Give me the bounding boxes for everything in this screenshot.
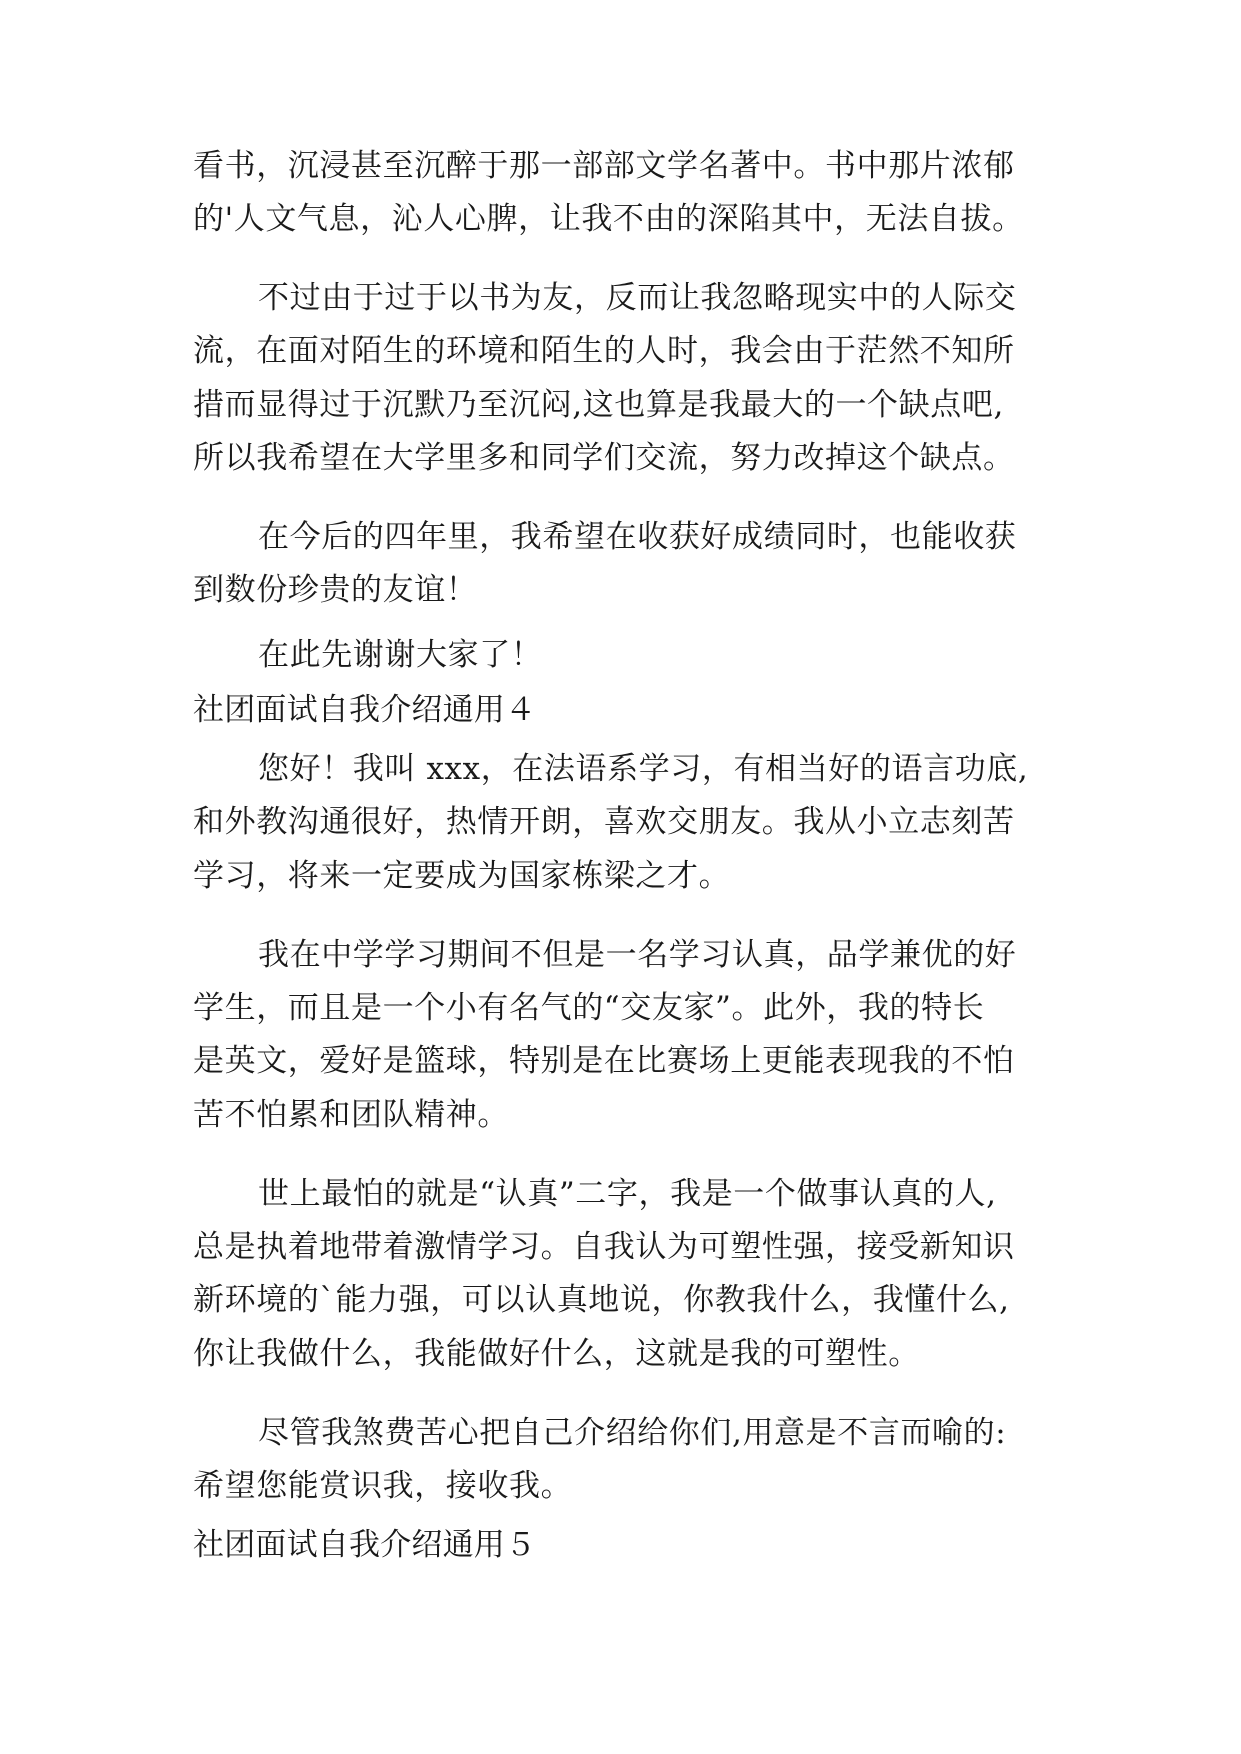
paragraph-first-line: 您好！我叫 xxx，在法语系学习，有相当好的语言功底,	[258, 751, 1029, 787]
text-line: 新环境的`能力强，可以认真地说，你教我什么，我懂什么,	[193, 1282, 1010, 1318]
paragraph-first-line: 在今后的四年里，我希望在收获好成绩同时，也能收获	[258, 519, 1017, 555]
text-line: 措而显得过于沉默乃至沉闷,这也算是我最大的一个缺点吧,	[193, 387, 1004, 423]
text-line: 希望您能赏识我，接收我。	[193, 1468, 573, 1504]
text-line: 总是执着地带着激情学习。自我认为可塑性强，接受新知识	[193, 1229, 1015, 1265]
text-line: 是英文，爱好是篮球，特别是在比赛场上更能表现我的不怕	[193, 1043, 1015, 1079]
text-line: 苦不怕累和团队精神。	[193, 1097, 509, 1133]
text-line: 和外教沟通很好，热情开朗，喜欢交朋友。我从小立志刻苦	[193, 804, 1015, 840]
paragraph-first-line: 我在中学学习期间不但是一名学习认真，品学兼优的好	[258, 937, 1017, 973]
text-line: 所以我希望在大学里多和同学们交流，努力改掉这个缺点。	[193, 440, 1015, 476]
paragraph-first-line: 尽管我煞费苦心把自己介绍给你们,用意是不言而喻的:	[258, 1415, 1007, 1451]
paragraph-first-line: 不过由于过于以书为友，反而让我忽略现实中的人际交	[258, 280, 1017, 316]
text-line: 流，在面对陌生的环境和陌生的人时，我会由于茫然不知所	[193, 333, 1015, 369]
section-heading: 社团面试自我介绍通用５	[193, 1527, 537, 1563]
text-line: 看书，沉浸甚至沉醉于那一部部文学名著中。书中那片浓郁	[193, 148, 1015, 184]
text-line: 的'人文气息，沁人心脾，让我不由的深陷其中，无法自拔。	[193, 201, 1024, 237]
text-line: 学习，将来一定要成为国家栋梁之才。	[193, 858, 731, 894]
paragraph-first-line: 世上最怕的就是“认真”二字，我是一个做事认真的人,	[258, 1176, 997, 1212]
paragraph-first-line: 在此先谢谢大家了！	[258, 637, 543, 673]
text-line: 学生，而且是一个小有名气的“交友家”。此外，我的特长	[193, 990, 985, 1026]
text-line: 你让我做什么，我能做好什么，这就是我的可塑性。	[193, 1336, 920, 1372]
section-heading: 社团面试自我介绍通用４	[193, 692, 537, 728]
text-line: 到数份珍贵的友谊！	[193, 572, 478, 608]
